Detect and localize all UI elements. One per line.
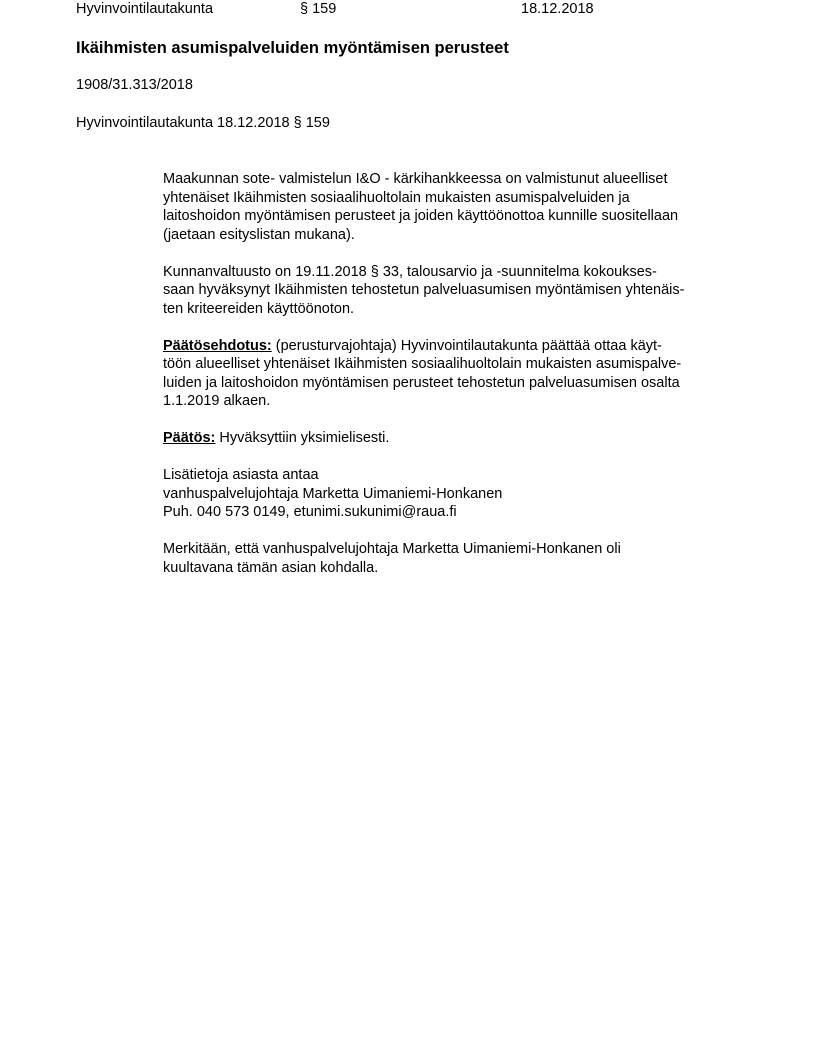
contact-phone-email: Puh. 040 573 0149, etunimi.sukunimi@raua.fi [163, 504, 457, 520]
proposal-label: Päätösehdotus: [163, 337, 272, 354]
paragraph-note [163, 540, 753, 577]
paragraph-proposal [163, 337, 753, 411]
text-line: kuultavana tämän asian kohdalla. [163, 559, 379, 576]
text-line: 1.1.2019 alkaen. [163, 393, 271, 409]
text-line: saan hyväksynyt Ikäihmisten tehostetun palveluasumisen myöntämisen yhtenäis- [163, 282, 685, 298]
text-line: Merkitään, että vanhuspalvelujohtaja Marketta Uimaniemi-Honkanen oli [163, 541, 621, 557]
decision-text: Hyväksyttiin yksimielisesti. [215, 430, 390, 446]
paragraph-decision [163, 429, 753, 448]
meeting-reference: Hyvinvointilautakunta 18.12.2018 § 159 [76, 115, 330, 131]
proposal-first-line: (perusturvajohtaja) Hyvinvointilautakunta päättää ottaa käyt- [271, 337, 662, 354]
header-date: 18.12.2018 [521, 1, 594, 17]
document-title: Ikäihmisten asumispalveluiden myöntämisen perusteet [76, 39, 509, 57]
paragraph-background [163, 170, 753, 244]
text-line: Maakunnan sote- valmistelun I&O - kärkihankkeessa on valmistunut alueelliset [163, 171, 668, 187]
text-line: luiden ja laitoshoidon myöntämisen perusteet tehostetun palveluasumisen osalta [163, 374, 680, 391]
text-line: töön alueelliset yhtenäiset Ikäihmisten sosiaalihuoltolain mukaisten asumispalve- [163, 356, 682, 372]
document-body [163, 170, 753, 596]
text-line: Lisätietoja asiasta antaa [163, 467, 319, 483]
text-line: Kunnanvaltuusto on 19.11.2018 § 33, talousarvio ja -suunnitelma kokoukses- [163, 263, 657, 280]
text-line: yhtenäiset Ikäihmisten sosiaalihuoltolain mukaisten asumispalveluiden ja [163, 189, 630, 206]
text-line [163, 337, 753, 356]
text-line: (jaetaan esityslistan mukana). [163, 226, 355, 243]
document-reference-number: 1908/31.313/2018 [76, 77, 193, 93]
text-line [163, 429, 753, 448]
paragraph-council-decision [163, 263, 753, 319]
paragraph-contact [163, 466, 753, 522]
document-header [76, 0, 776, 20]
header-section-number: § 159 [300, 1, 337, 17]
contact-person: vanhuspalvelujohtaja Marketta Uimaniemi-Honkanen [163, 485, 503, 502]
text-line: laitoshoidon myöntämisen perusteet ja joiden käyttöönottoa kunnille suositellaan [163, 208, 679, 224]
text-line: ten kriteereiden käyttöönoton. [163, 300, 355, 317]
header-board-name: Hyvinvointilautakunta [76, 1, 214, 17]
decision-label: Päätös: [163, 430, 216, 446]
